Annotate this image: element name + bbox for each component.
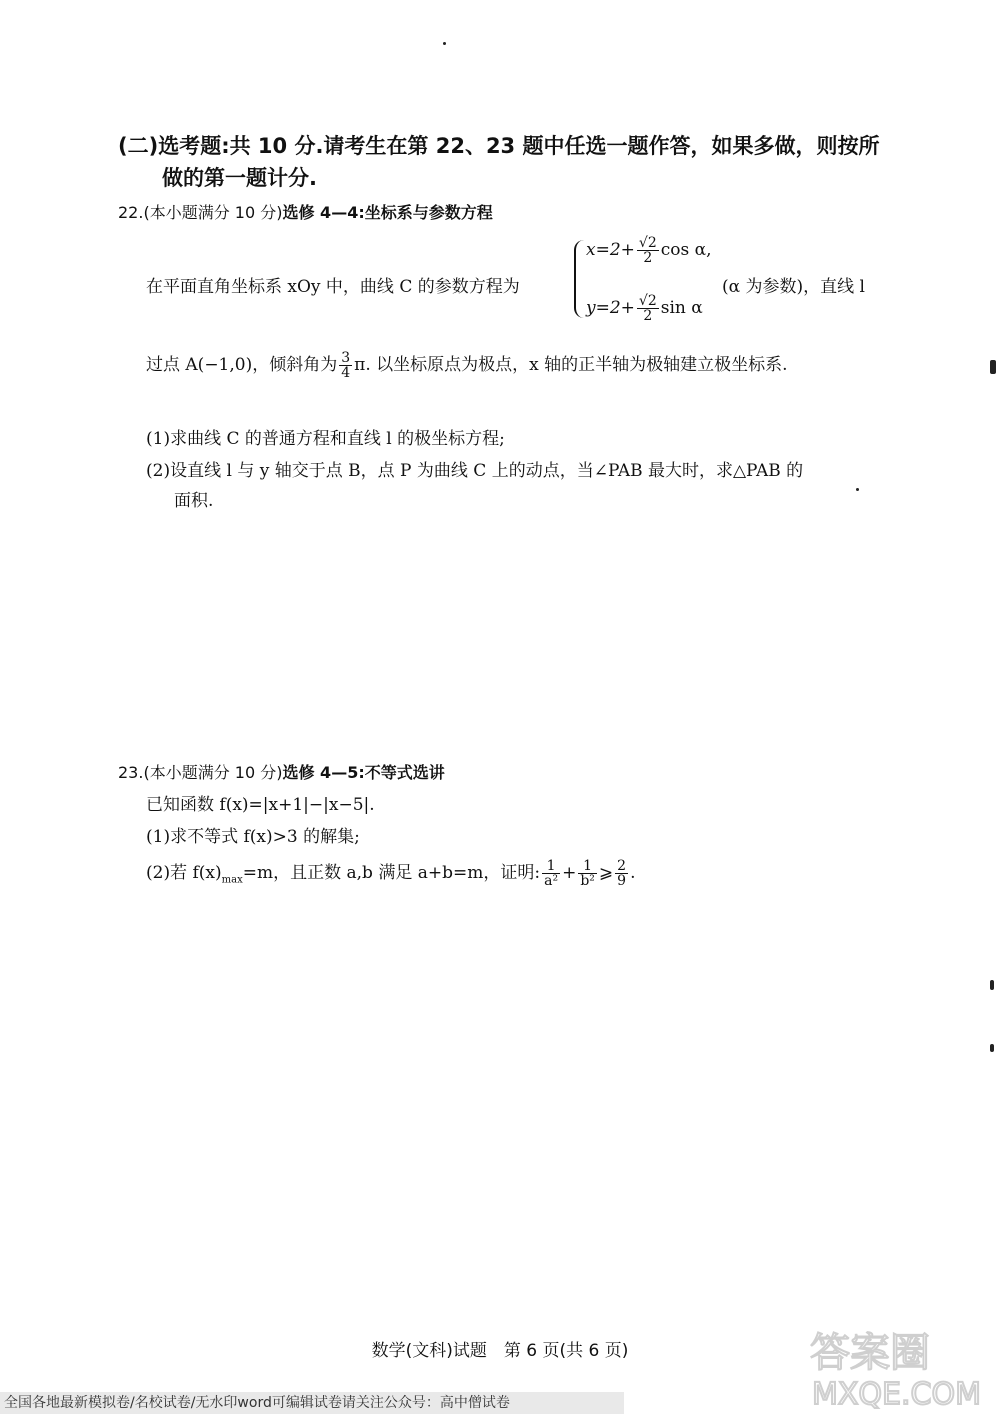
q23-number: 23.: [118, 763, 144, 782]
sqrt2-over-2-fraction: $\frac{√2}{2}$: [638, 235, 657, 266]
scan-speck: [443, 42, 446, 45]
watermark-bar: 全国各地最新模拟卷/名校试卷/无水印word可编辑试卷请关注公众号：高中僧试卷: [0, 1392, 624, 1414]
scan-speck: [990, 980, 994, 990]
scan-speck: [990, 1044, 994, 1052]
q22-brace: [574, 240, 586, 318]
section-header-line1: (二)选考题:共 10 分.请考生在第 22、23 题中任选一题作答，如果多做，则按所: [118, 134, 880, 158]
q22-part1: (1)求曲线 C 的普通方程和直线 l 的极坐标方程;: [146, 429, 505, 449]
section-header: [118, 130, 898, 194]
q22-part2-continued: 面积.: [174, 491, 214, 511]
q23-title: 选修 4—5:不等式选讲: [282, 763, 445, 782]
q22-eq2: y=2+ $\frac{√2}{2}$ sin α: [586, 293, 703, 324]
watermark-logo: [800, 1320, 990, 1410]
two-ninths-fraction: $\frac{2}{9}$: [617, 858, 627, 889]
q22-line2: 过点 A(−1,0)，倾斜角为 $\frac{3}{4}$ π. 以坐标原点为极点，x 轴的正半轴为极轴建立极坐标系.: [146, 350, 788, 381]
page-footer: 数学(文科)试题 第 6 页(共 6 页): [371, 1341, 629, 1361]
q22-title: 选修 4—4:坐标系与参数方程: [282, 203, 493, 222]
q23-part1: (1)求不等式 f(x)>3 的解集;: [146, 827, 360, 847]
q22-number: 22.: [118, 203, 144, 222]
q23-heading: [118, 760, 445, 783]
one-over-b-squared: $\frac{1}{\text{b²}}$: [580, 858, 595, 889]
watermark-logo-en: MXQE.COM: [812, 1377, 981, 1410]
scan-speck: [856, 488, 859, 491]
q23-part2: (2)若 $f(x)_{max}=m$，且正数 a,b 满足 a+b=m，证明: $\frac{1}{\text{a²}}$ + $\frac{1}{\text{b²}}$ ⩾ $\frac{2}{9}$ .: [146, 858, 636, 889]
q23-meta: (本小题满分 10 分): [143, 763, 283, 782]
one-over-a-squared: $\frac{1}{\text{a²}}$: [544, 858, 559, 889]
scan-speck: [990, 360, 996, 374]
three-quarters-fraction: $\frac{3}{4}$: [341, 350, 351, 381]
q22-heading: [118, 200, 493, 223]
q22-param-note: (α 为参数)，直线 l: [722, 277, 865, 297]
section-header-line2: 做的第一题计分.: [162, 166, 317, 190]
q22-intro: 在平面直角坐标系 xOy 中，曲线 C 的参数方程为: [146, 277, 520, 297]
q22-meta: (本小题满分 10 分): [143, 203, 283, 222]
q22-eq1: x=2+ $\frac{√2}{2}$ cos α,: [586, 235, 712, 266]
q23-given: 已知函数 f(x)=|x+1|−|x−5|.: [146, 795, 375, 815]
sqrt2-over-2-fraction: $\frac{√2}{2}$: [638, 293, 657, 324]
watermark-logo-cn: 答案圈: [810, 1330, 930, 1376]
q22-part2: (2)设直线 l 与 y 轴交于点 B，点 P 为曲线 C 上的动点，当∠PAB 最大时，求△PAB 的: [146, 461, 804, 481]
